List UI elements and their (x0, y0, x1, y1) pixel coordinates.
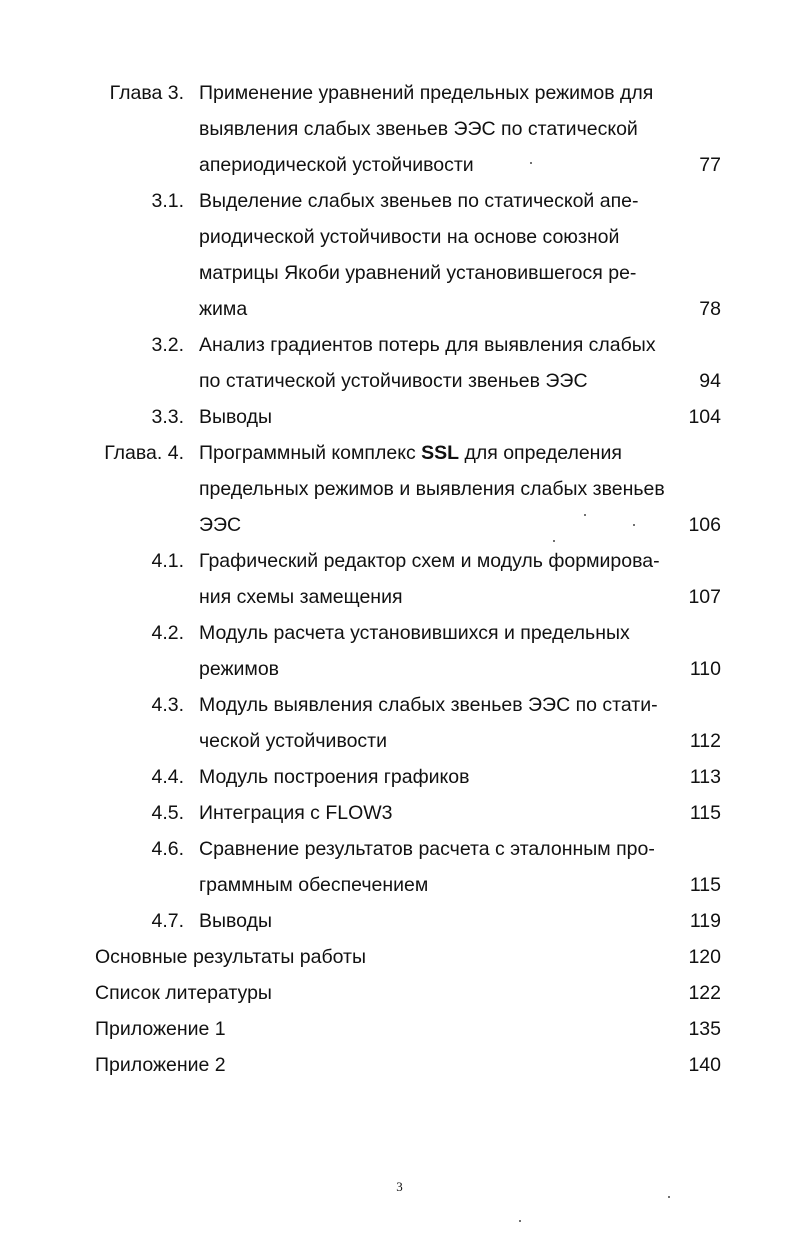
scan-speck (530, 162, 532, 164)
chapter-3-title-line-2: выявления слабых звеньев ЭЭС по статической (199, 118, 638, 140)
section-4-4-title: Модуль построения графиков (199, 766, 470, 788)
section-3-3-page: 104 (688, 406, 721, 428)
section-4-6-title-line-1: Сравнение результатов расчета с эталонным про- (199, 838, 655, 860)
chapter-4-title-line-1: Программный комплекс SSL для определения (199, 442, 622, 464)
section-4-7-page: 119 (689, 910, 721, 932)
chapter-3-title-line-1: Применение уравнений предельных режимов для (199, 82, 654, 104)
chapter-4-label: Глава. 4. (104, 442, 184, 464)
section-4-6-page: 115 (689, 874, 721, 896)
section-4-2-page: 110 (689, 658, 721, 680)
section-3-3-title: Выводы (199, 406, 272, 428)
section-3-1-page: 78 (699, 298, 721, 320)
section-3-2-title-line-1: Анализ градиентов потерь для выявления слабых (199, 334, 656, 356)
section-3-1-title-line-2: риодической устойчивости на основе союзной (199, 226, 620, 248)
appendix-2-title: Приложение 2 (95, 1054, 226, 1076)
chapter-4-title-line-2: предельных режимов и выявления слабых звеньев (199, 478, 665, 500)
section-4-2-number: 4.2. (151, 622, 184, 644)
page-number: 3 (396, 1179, 403, 1194)
main-results-page: 120 (688, 946, 721, 968)
section-4-3-number: 4.3. (151, 694, 184, 716)
section-4-1-title-line-2: ния схемы замещения (199, 586, 403, 608)
scan-speck (519, 1220, 521, 1222)
main-results-title: Основные результаты работы (95, 946, 366, 968)
section-4-6-title-line-2: граммным обеспечением (199, 874, 429, 896)
section-4-4-number: 4.4. (151, 766, 184, 788)
scan-speck (668, 1196, 670, 1198)
ssl-acronym: SSL (421, 442, 460, 464)
section-3-2-number: 3.2. (151, 334, 184, 356)
scan-speck (553, 540, 555, 542)
section-4-1-page: 107 (688, 586, 721, 608)
chapter-4-title-line-3: ЭЭС (199, 514, 242, 536)
scan-speck (584, 514, 586, 516)
section-4-3-title-line-2: ческой устойчивости (199, 730, 388, 752)
section-4-1-number: 4.1. (151, 550, 184, 572)
section-3-3-number: 3.3. (151, 406, 184, 428)
appendix-1-title: Приложение 1 (95, 1018, 226, 1040)
section-4-2-title-line-2: режимов (199, 658, 280, 680)
section-3-1-number: 3.1. (151, 190, 184, 212)
section-4-5-title: Интеграция с FLOW3 (199, 802, 393, 824)
chapter-4-page: 106 (688, 514, 721, 536)
bibliography-page: 122 (688, 982, 721, 1004)
section-3-2-page: 94 (699, 370, 721, 392)
section-4-5-number: 4.5. (151, 802, 184, 824)
section-4-2-title-line-1: Модуль расчета установившихся и предельных (199, 622, 630, 644)
section-3-1-title-line-4: жима (199, 298, 248, 320)
section-4-6-number: 4.6. (151, 838, 184, 860)
appendix-1-page: 135 (688, 1018, 721, 1040)
section-4-7-number: 4.7. (151, 910, 184, 932)
section-3-1-title-line-1: Выделение слабых звеньев по статической апе- (199, 190, 639, 212)
section-4-1-title-line-1: Графический редактор схем и модуль формирова- (199, 550, 660, 572)
chapter-3-label: Глава 3. (109, 82, 184, 104)
scan-speck (633, 524, 635, 526)
chapter-3-page: 77 (699, 154, 721, 176)
section-4-3-title-line-1: Модуль выявления слабых звеньев ЭЭС по стати- (199, 694, 658, 716)
bibliography-title: Список литературы (95, 982, 272, 1004)
section-4-3-page: 112 (689, 730, 721, 752)
section-4-7-title: Выводы (199, 910, 272, 932)
section-3-1-title-line-3: матрицы Якоби уравнений установившегося ре- (199, 262, 637, 284)
section-4-5-page: 115 (689, 802, 721, 824)
chapter-3-title-line-3: апериодической устойчивости (199, 154, 474, 176)
appendix-2-page: 140 (688, 1054, 721, 1076)
section-3-2-title-line-2: по статической устойчивости звеньев ЭЭС (199, 370, 588, 392)
section-4-4-page: 113 (689, 766, 721, 788)
